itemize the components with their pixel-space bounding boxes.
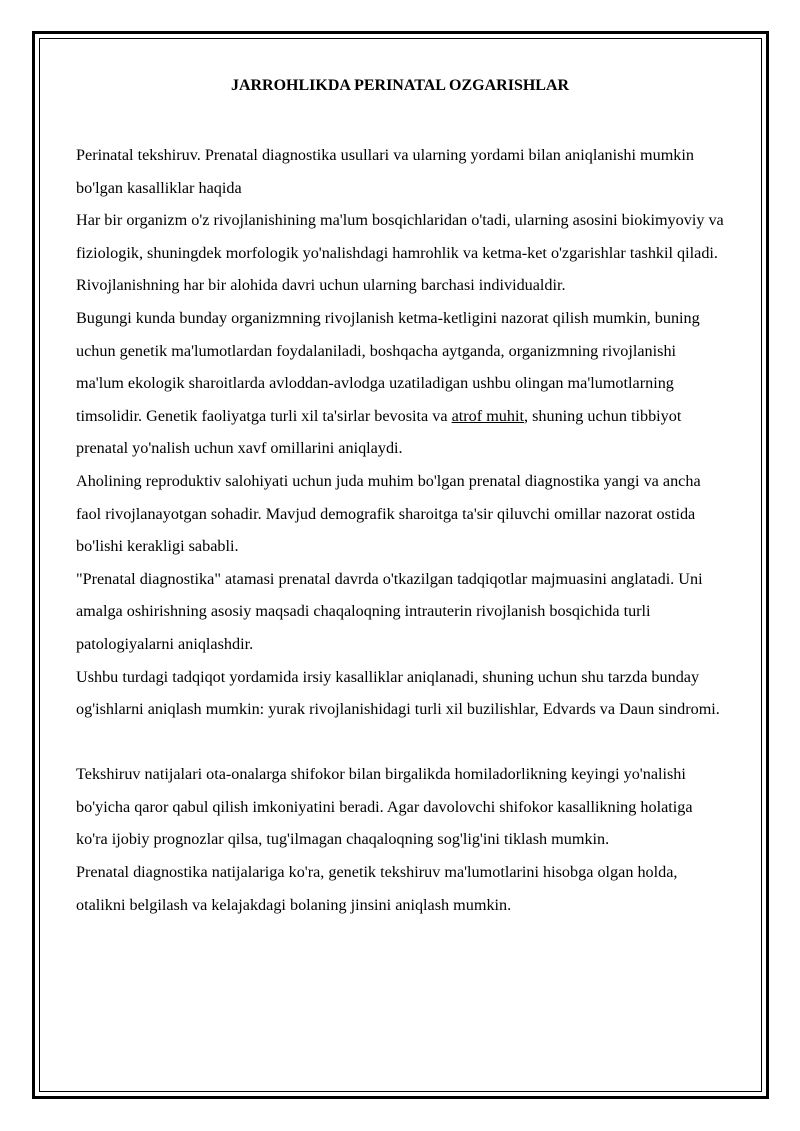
paragraph-2: Har bir organizm o'z rivojlanishining ma'lum bosqichlaridan o'tadi, ularning asosini biokimyoviy va fiziologik, shuningdek morfologik yo'nalishdagi hamrohlik va ketma-ket o'zgarishlar tashkil qiladi. Rivojlanishning har bir alohida davri uchun ularning barchasi individualdir. bbox=[76, 211, 724, 295]
paragraph-spacer bbox=[76, 726, 724, 759]
paragraph-6: Ushbu turdagi tadqiqot yordamida irsiy kasalliklar aniqlanadi, shuning uchun shu tarzda bunday og'ishlarni aniqlash mumkin: yurak rivojlanishidagi turli xil buzilishlar, Edvards va Daun sindromi. bbox=[76, 667, 720, 719]
document-body bbox=[76, 74, 724, 921]
paragraph-5: "Prenatal diagnostika" atamasi prenatal davrda o'tkazilgan tadqiqotlar majmuasini anglatadi. Uni amalga oshirishning asosiy maqsadi chaqaloqning intrauterin rivojlanish bosqichida turli patologiyalarni aniqlashdir. bbox=[76, 569, 703, 653]
paragraph-3 bbox=[76, 302, 724, 465]
atrof-muhit-link[interactable]: atrof muhit bbox=[451, 406, 524, 425]
paragraph-3-text-end: , shuning uchun tibbiyot prenatal yo'nalish uchun xavf omillarini aniqlaydi. bbox=[76, 406, 682, 458]
paragraph-3-text-start: Bugungi kunda bunday organizmning rivojlanish ketma-ketligini nazorat qilish mumkin, buning uchun genetik ma'lumotlardan foydalaniladi, boshqacha aytganda, organizmning rivojlanishi ma'lum ekologik sharoitlarda avloddan-avlodga uzatiladigan ushbu olingan ma'lumotlarning timsolidir. Genetik faoliyatga turli xil ta'sirlar bevosita va bbox=[76, 308, 700, 425]
paragraph-1: Perinatal tekshiruv. Prenatal diagnostika usullari va ularning yordami bilan aniqlanishi mumkin bo'lgan kasalliklar haqida bbox=[76, 146, 694, 197]
document-title: JARROHLIKDA PERINATAL OZGARISHLAR bbox=[230, 77, 570, 94]
paragraph-4: Aholining reproduktiv salohiyati uchun juda muhim bo'lgan prenatal diagnostika yangi va ancha faol rivojlanayotgan sohadir. Mavjud demografik sharoitga ta'sir qiluvchi omillar nazorat ostida bo'lishi kerakligi sababli. bbox=[76, 471, 701, 556]
paragraph-8: Prenatal diagnostika natijalariga ko'ra, genetik tekshiruv ma'lumotlarini hisobga olgan holda, otalikni belgilash va kelajakdagi bolaning jinsini aniqlash mumkin. bbox=[76, 863, 678, 914]
paragraph-7: Tekshiruv natijalari ota-onalarga shifokor bilan birgalikda homiladorlikning keyingi yo'nalishi bo'yicha qaror qabul qilish imkoniyatini beradi. Agar davolovchi shifokor kasallikning holatiga ko'ra ijobiy prognozlar qilsa, tug'ilmagan chaqaloqning sog'lig'ini tiklash mumkin. bbox=[76, 765, 693, 849]
